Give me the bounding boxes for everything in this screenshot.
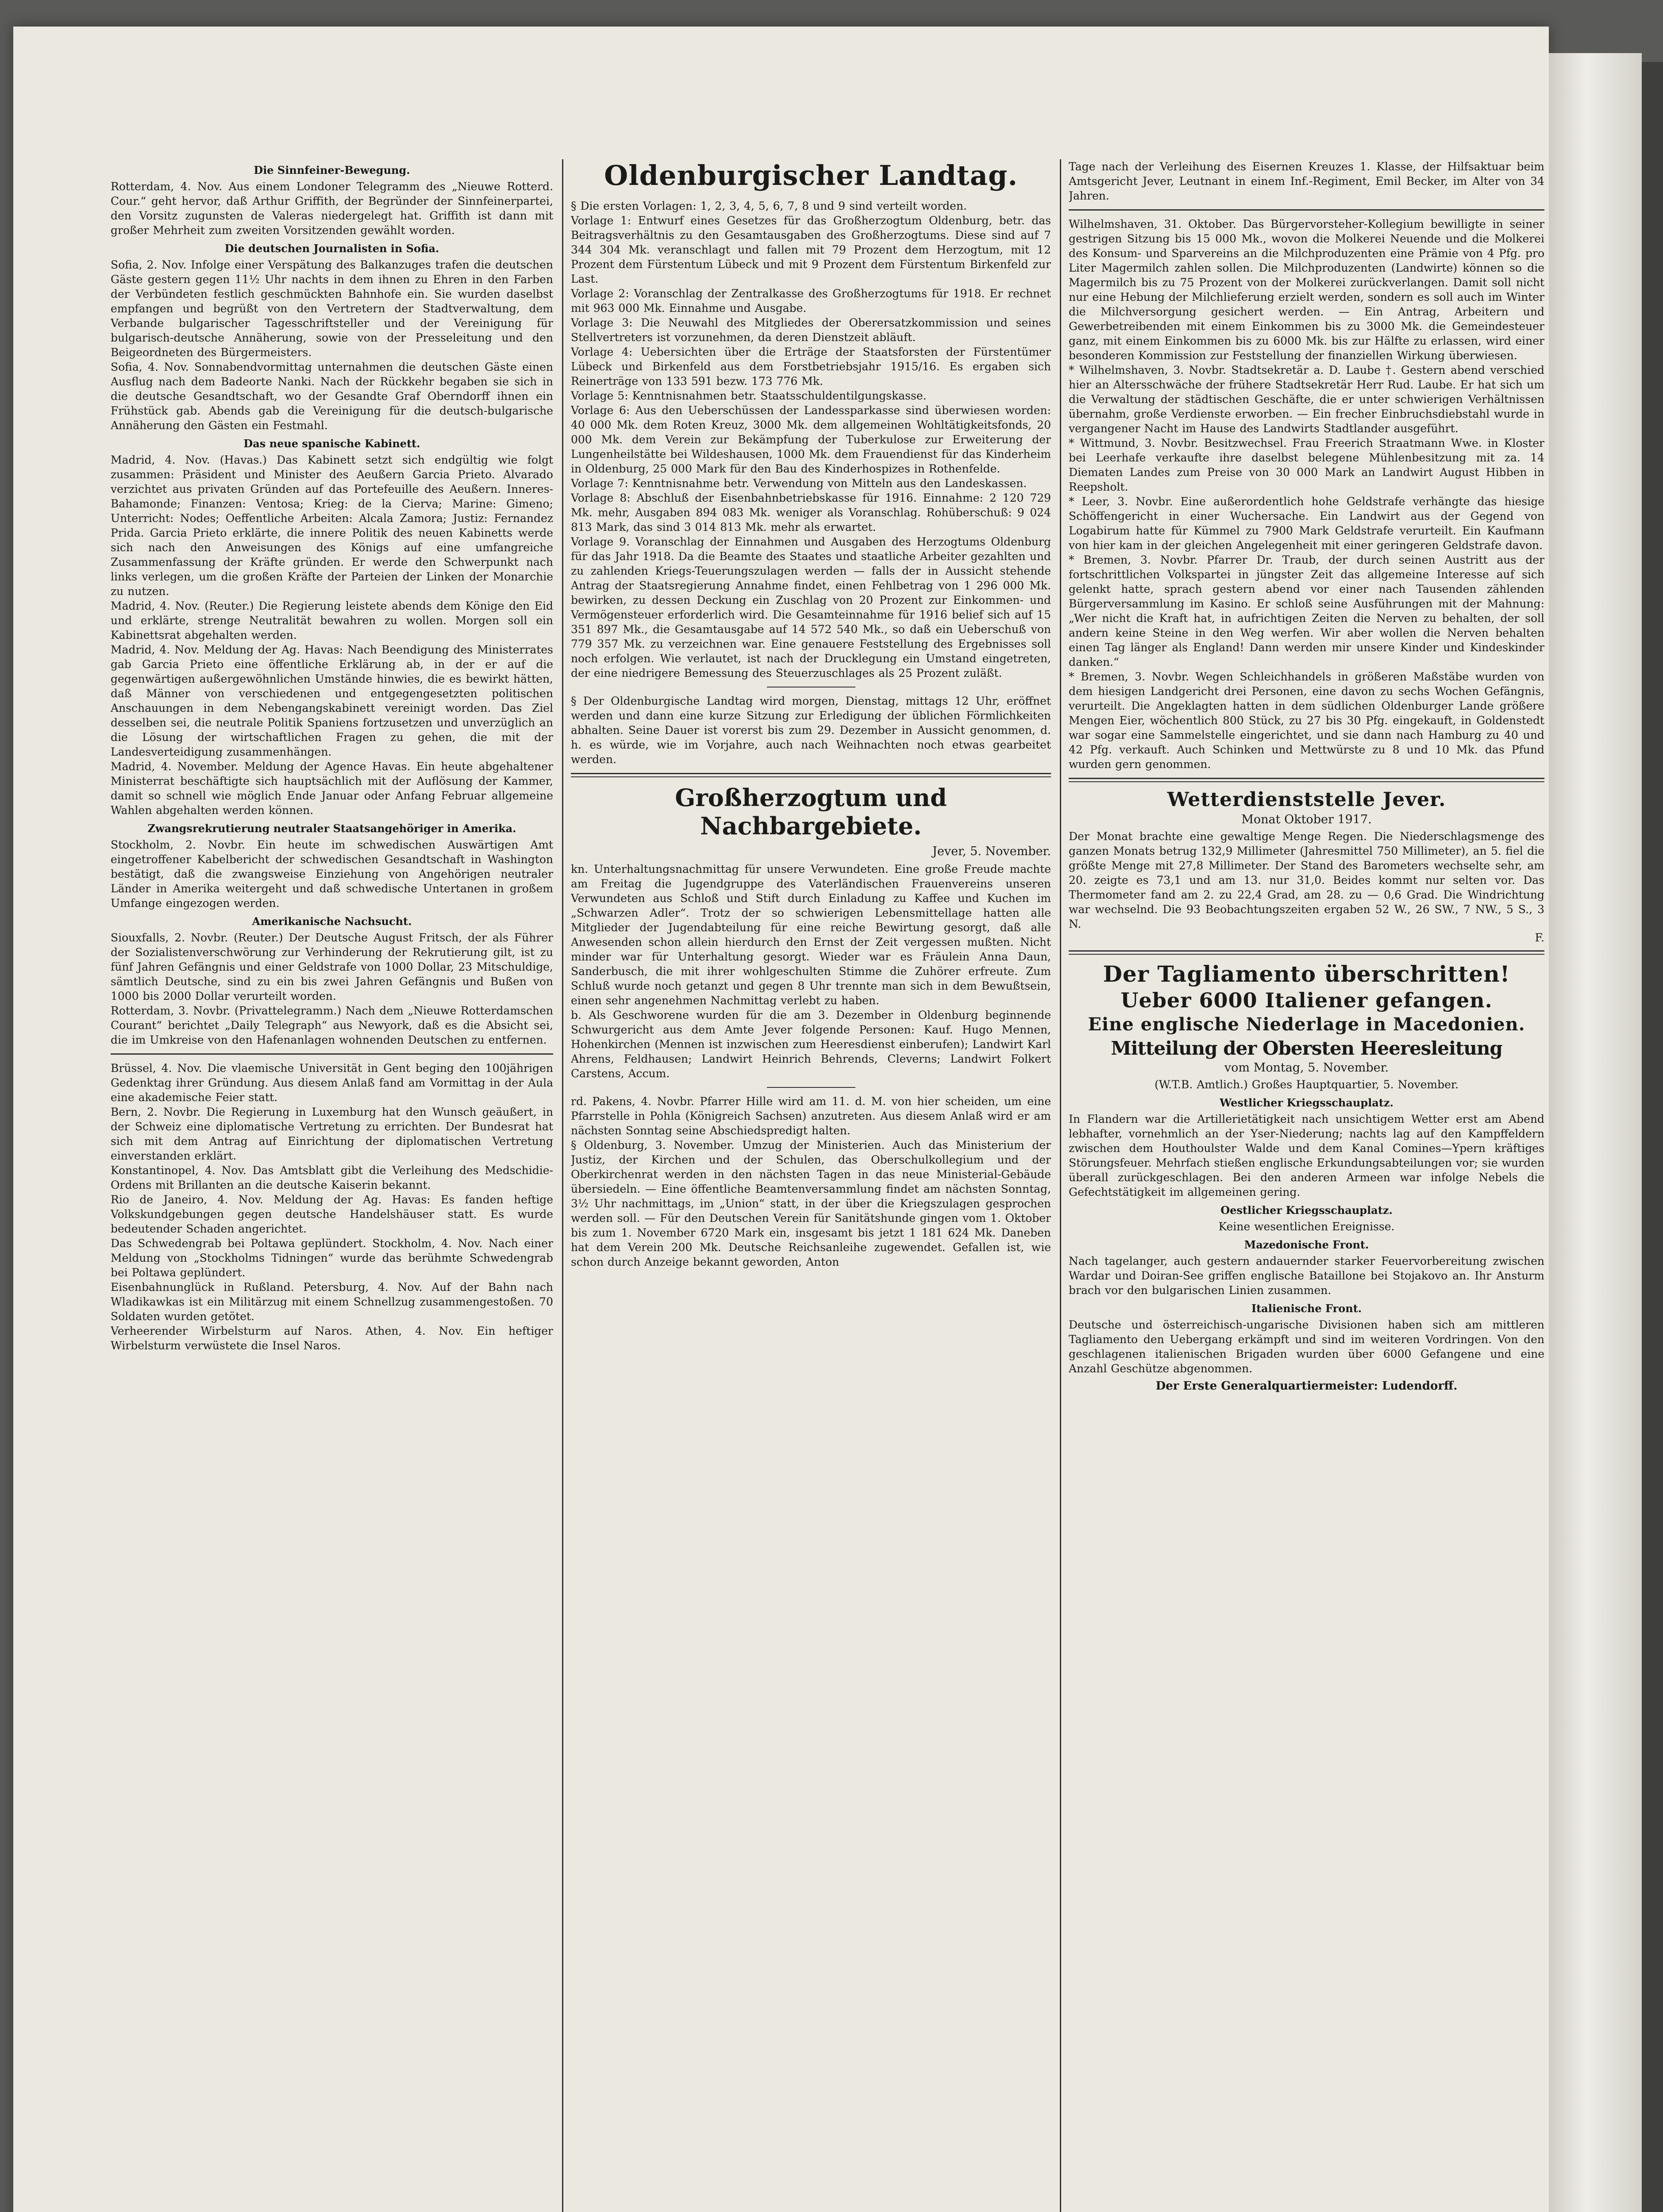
article-pakens: rd. Pakens, 4. Novbr. Pfarrer Hille wird am 11. d. M. von hier scheiden, um eine Pfarrstelle in Pohla (Königreich Sachsen) anzutreten. Aus diesem Anlaß wird er am nächsten Sonntag seine Abschiedspredigt halten.	[571, 1095, 1051, 1137]
article-laube: * Wilhelmshaven, 3. Novbr. Stadtsekretär a. D. Laube †. Gestern abend verschied hier an Altersschwäche der frühere Stadtsekretär Herr Rud. Laube. Er hat sich um die Verwaltung der städtischen Geschäfte, die er unter schwierigen Verhältnissen übernahm, große Verdienste erworben. — Ein frecher Einbruchsdiebstahl wurde in vergangener Nacht im Hause des Landwirts Stadtlander ausgeführt.	[1069, 364, 1544, 435]
vorlage-5: Vorlage 5: Kenntnisnahmen betr. Staatsschuldentilgungskasse.	[571, 389, 927, 402]
headline-grossherzogtum: Großherzogtum und Nachbargebiete.	[675, 783, 947, 840]
article-wittmund: * Wittmund, 3. Novbr. Besitzwechsel. Frau Freerich Straatmann Wwe. in Kloster bei Leerhafe verkaufte ihre daselbst belegene Mühlenbesitzung mit za. 14 Diematen Landes zum Preise von 30 000 Mark an Landwirt August Hibben in Reepsholt.	[1069, 437, 1544, 493]
divider	[1069, 950, 1544, 955]
column-left	[111, 159, 553, 2212]
headline-westlich: Westlicher Kriegsschauplatz.	[1220, 1096, 1394, 1109]
article-bruessel: Brüssel, 4. Nov. Die vlaemische Universität in Gent beging den 100jährigen Gedenktag ihrer Gründung. Aus diesem Anlaß fand am Vormittag in der Aula eine akademische Feier statt.	[111, 1062, 553, 1104]
headline-sinnfeiner: Die Sinnfeiner-Bewegung.	[254, 164, 410, 177]
article-leer: * Leer, 3. Novbr. Eine außerordentlich hohe Geldstrafe verhängte das hiesige Schöffengericht in einer Wuchersache. Ein Landwirt aus der Gegend von Logabirum hatte für Kümmel zu 7900 Mark Geldstrafe verurteilt. Ein Kaufmann von hier kam in der gleichen Angelegenheit mit einer geringeren Geldstrafe davon.	[1069, 495, 1544, 552]
article-madrid-1: Madrid, 4. Nov. (Havas.) Das Kabinett setzt sich endgültig wie folgt zusammen: Präsident und Minister des Aeußern Garcia Prieto. Alvarado verzichtet aus privaten Gründen auf das Portefeuille des Aeußern. Inneres-Bahamonde; Finanzen: Ventosa; Krieg: de la Cierva; Marine: Gimeno; Unterricht: Nodes; Oeffentliche Arbeiten: Alcala Zamora; Justiz: Fernandez Prida. Garcia Prieto erklärte, die innere Politik des neuen Kabinetts werde sich nach den Anweisungen des Königs auf eine umfangreiche Zusammenfassung der Kräfte gründen. Er werde den Schwerpunkt nach links verlegen, um die großen Kräfte der Parteien der Linken der Monarchie zu nutzen.	[111, 453, 553, 598]
divider	[767, 1087, 855, 1088]
wetter-signature: F.	[1535, 931, 1544, 944]
vorlage-9: Vorlage 9. Voranschlag der Einnahmen und Ausgaben des Herzogtums Oldenburg für das Jahr 1918. Da die Beamte des Staates und staatliche Arbeiter gezahlten und zu zahlenden Kriegs-Teuerungszulagen werden — falls der in Aussicht stehende Antrag der Staatsregierung Annahme findet, einen Fehlbetrag von 1 296 000 Mk. bewirken, zu dessen Deckung ein Zuschlag von 20 Prozent zur Einkommen- und Vermögensteuer erforderlich wird. Die Gesamteinnahme für 1916 belief sich auf 15 351 897 Mk., die Gesamtausgabe auf 14 572 540 Mk., so daß ein Ueberschuß von 779 357 Mk. zu verzeichnen war. Eine genauere Feststellung des Ergebnisses soll noch erfolgen. Wie verlautet, ist nach der Drucklegung ein Umstand eingetreten, der eine niedrigere Bemessung des Steuerzuschlages als 25 Prozent zuläßt.	[571, 535, 1051, 680]
subheadline-wetter: Monat Oktober 1917.	[1241, 813, 1372, 826]
article-wirbelsturm: Verheerender Wirbelsturm auf Naros. Athen, 4. Nov. Ein heftiger Wirbelsturm verwüstete die Insel Naros.	[111, 1325, 553, 1352]
article-wilhelmshaven: Wilhelmshaven, 31. Oktober. Das Bürgervorsteher-Kollegium bewilligte in seiner gestrigen Sitzung bis 15 000 Mk., wovon die Molkerei Neuende und die Molkerei des Konsum- und Sparvereins an die Milchproduzenten eine Prämie von 4 Pfg. pro Liter Magermilch zahlen sollen. Die Milchproduzenten (Landwirte) können so die Magermilch bis zu 75 Prozent von der Molkerei zurückverlangen. Damit soll nicht nur eine Hebung der Milchlieferung erzielt werden, sondern es soll auch im Winter die Milchversorgung gesichert werden. — Ein Antrag, Arbeitern und Gewerbetreibenden mit einem Einkommen bis zu 3000 Mk. die Gemeindesteuer ganz, mit einem Einkommen bis zu 6000 Mk. bis zur Hälfte zu erlassen, wird einer besonderen Kommission zur Feststellung der finanziellen Wirkung überwiesen.	[1069, 218, 1544, 362]
dateline: Jever, 5. November.	[932, 845, 1051, 858]
vorlage-8: Vorlage 8: Abschluß der Eisenbahnbetriebskasse für 1916. Einnahme: 2 120 729 Mk. mehr, Ausgaben 894 083 Mk. weniger als Voranschlag. Rohüberschuß: 9 024 813 Mark, das sind 3 014 813 Mk. mehr als erwartet.	[571, 492, 1051, 534]
divider	[571, 773, 1051, 777]
article-schwedengrab: Das Schwedengrab bei Poltawa geplündert. Stockholm, 4. Nov. Nach einer Meldung von „Stockholms Tidningen“ wurde das berühmte Schwedengrab bei Poltawa geplündert.	[111, 1237, 553, 1279]
headline-mitteilung: Mitteilung der Obersten Heeresleitung	[1111, 1037, 1502, 1059]
headline-gefangen: Ueber 6000 Italiener gefangen.	[1120, 988, 1493, 1012]
article-landtag-eroeffnung: § Der Oldenburgische Landtag wird morgen, Dienstag, mittags 12 Uhr, eröffnet werden und dann eine kurze Sitzung zur Erledigung der üblichen Förmlichkeiten abhalten. Seine Dauer ist vorerst bis zum 29. Dezember in Aussicht genommen, d. h. es würde, wie im Vorjahre, auch nach Weihnachten noch etwas gearbeitet werden.	[571, 695, 1051, 766]
divider	[111, 1053, 553, 1055]
vorlage-2: Vorlage 2: Voranschlag der Zentralkasse des Großherzogtums für 1918. Er rechnet mit 963 000 Mk. Einnahme und Ausgabe.	[571, 287, 1051, 315]
headline-zwang: Zwangsrekrutierung neutraler Staatsangehöriger in Amerika.	[147, 822, 516, 835]
article-rotterdam: Rotterdam, 4. Nov. Aus einem Londoner Telegramm des „Nieuwe Rotterd. Cour.“ geht hervor, daß Arthur Griffith, der Begründer der Sinnfeinerpartei, den Vorsitz zugunsten de Valeras niedergelegt hat. Griffith ist dann mit großer Mehrheit zum zweiten Vorsitzenden gewählt worden.	[111, 180, 553, 237]
divider	[1069, 778, 1544, 782]
newspaper-page	[13, 27, 1549, 2212]
article-stockholm: Stockholm, 2. Novbr. Ein heute im schwedischen Auswärtigen Amt eingetroffener Kabelbericht der schwedischen Gesandtschaft in Washington bestätigt, daß die zwangsweise Einziehung von Angehörigen neutraler Länder in Amerika weitergeht und daß schwedische Untertanen in großem Umfange eingezogen werden.	[111, 838, 553, 910]
article-eisenbahn: Eisenbahnunglück in Rußland. Petersburg, 4. Nov. Auf der Bahn nach Wladikawkas ist ein Militärzug mit einem Schnellzug zusammengestoßen. 70 Soldaten wurden getötet.	[111, 1281, 553, 1323]
article-madrid-3: Madrid, 4. Nov. Meldung der Ag. Havas: Nach Beendigung des Ministerrates gab Garcia Prieto eine öffentliche Erklärung ab, in der er auf die gegenwärtigen außergewöhnlichen Umstände hinwies, die es bewirkt hätten, daß Männer von verschiedenen und entgegengesetzten politischen Anschauungen in dem Nebengangskabinett vereinigt worden. Das Ziel desselben sei, die neutrale Politik Spaniens fortzusetzen und unverzüglich an die Lösung der wirtschaftlichen Fragen zu gehen, die mit der Landesverteidigung zusammenhängen.	[111, 643, 553, 758]
landtag-intro: § Die ersten Vorlagen: 1, 2, 3, 4, 5, 6, 7, 8 und 9 sind verteilt worden.	[571, 200, 967, 212]
column-rule	[562, 159, 563, 2212]
article-sofia-1: Sofia, 2. Nov. Infolge einer Verspätung des Balkanzuges trafen die deutschen Gäste gestern gegen 11½ Uhr nachts in dem ihnen zu Ehren in den Farben der Verbündeten festlich geschmückten Bahnhofe ein. Sie wurden daselbst empfangen und begrüßt von den Vertretern der Stadtverwaltung, dem Verbande bulgarischer Tagesschriftsteller und der Vereinigung für bulgarisch-deutsche Annäherung, sowie von der Presseleitung und den Beigeordneten des Bürgermeisters.	[111, 258, 553, 359]
column-middle	[571, 159, 1051, 2212]
headline-landtag: Oldenburgischer Landtag.	[604, 159, 1018, 192]
article-konstantinopel: Konstantinopel, 4. Nov. Das Amtsblatt gibt die Verleihung des Medschidie-Ordens mit Brillanten an die deutsche Kaiserin bekannt.	[111, 1164, 553, 1191]
article-bremen-1: * Bremen, 3. Novbr. Pfarrer Dr. Traub, der durch seinen Austritt aus der fortschrittlichen Volkspartei in jüngster Zeit das allgemeine Interesse auf sich gelenkt hatte, sprach gestern abend vor einer nach Tausenden zählenden Bürgerversammlung im Kasino. Er schloß seine Ausführungen mit der Mahnung: „Wer nicht die Kraft hat, in aufrichtigen Zeiten die Nerven zu behalten, der soll andern keine Steine in den Weg werfen. Wir aber wollen die Nerven behalten einen Tag länger als England! Dann werden mir unsere Kinder und Kindeskinder danken.“	[1069, 553, 1544, 668]
headline-amerik: Amerikanische Nachsucht.	[252, 915, 412, 928]
article-eisernes-kreuz: Tage nach der Verleihung des Eisernen Kreuzes 1. Klasse, der Hilfsaktuar beim Amtsgericht Jever, Leutnant in einem Inf.-Regiment, Emil Becker, im Alter von 34 Jahren.	[1069, 160, 1544, 202]
headline-mazedon: Mazedonische Front.	[1244, 1238, 1369, 1251]
article-west: In Flandern war die Artillerietätigkeit nach unsichtigem Wetter erst am Abend lebhafter, vornehmlich an der Yser-Niederung; nachts lag auf den Kampffeldern zwischen dem Houthoulster Walde und dem Kanal Comines—Ypern kräftiges Störungsfeuer. Mehrfach stießen englische Erkundungsabteilungen vor; sie wurden überall zurückgeschlagen. Bei den anderen Armeen war infolge Nebels die Gefechtstätigkeit im allgemeinen gering.	[1069, 1113, 1544, 1198]
headline-kabinett: Das neue spanische Kabinett.	[243, 437, 420, 450]
book-edge	[1642, 62, 1663, 2212]
article-madrid-2: Madrid, 4. Nov. (Reuter.) Die Regierung leistete abends dem Könige den Eid und erklärte, strenge Neutralität bewahren zu wollen. Morgen soll ein Kabinettsrat abgehalten werden.	[111, 599, 553, 641]
article-bremen-2: * Bremen, 3. Novbr. Wegen Schleichhandels in größeren Maßstäbe wurden von dem hiesigen Landgericht drei Personen, eine davon zu sechs Wochen Gefängnis, verurteilt. Die Angeklagten hatten in dem südlichen Oldenburger Lande größere Mengen Eier, wöchentlich 800 Stück, zu 27 bis 30 Pfg. eingekauft, in Goldenstedt war sogar eine Sammelstelle eingerichtet, und sie dann nach Hamburg zu 40 und 42 Pfg. verkauft. Auch Schinken und Mettwürste zu 8 und 10 Mk. das Pfund wurden gern genommen.	[1069, 670, 1544, 771]
headline-journalisten: Die deutschen Journalisten in Sofia.	[224, 242, 439, 255]
article-oldenburg: § Oldenburg, 3. November. Umzug der Ministerien. Auch das Ministerium der Justiz, der Kirchen und der Schulen, das Oberschulkollegium und der Oberkirchenrat werden in den nächsten Tagen in das neue Ministerial-Gebäude übersiedeln. — Eine öffentliche Beamtenversammlung findet am nächsten Sonntag, 3½ Uhr nachmittags, im „Union“ statt, in der über die Kriegszulagen gesprochen werden soll. — Für den Deutschen Verein für Sanitätshunde gingen vom 1. Oktober bis zum 1. November 6720 Mark ein, insgesamt bis jetzt 1 181 624 Mk. Daneben hat dem Verein 200 Mk. Deutsche Reichsanleihe zugewendet. Gefallen ist, wie schon durch Anzeige bekannt geworden, Anton	[571, 1139, 1051, 1268]
vorlage-4: Vorlage 4: Uebersichten über die Erträge der Staatsforsten der Fürstentümer Lübeck und Birkenfeld aus dem Forstbetriebsjahr 1915/16. Es ergaben sich Reinerträge von 133 591 bezw. 173 776 Mk.	[571, 346, 1051, 388]
headline-tagliamento: Der Tagliamento überschritten!	[1103, 961, 1510, 987]
article-rio: Rio de Janeiro, 4. Nov. Meldung der Ag. Havas: Es fanden heftige Volkskundgebungen gegen deutsche Handelshäuser statt. Es wurde bedeutender Schaden angerichtet.	[111, 1193, 553, 1235]
vorlage-6: Vorlage 6: Aus den Ueberschüssen der Landessparkasse sind überwiesen worden: 40 000 Mk. dem Roten Kreuz, 3000 Mk. dem allgemeinen Wohltätigkeitsfonds, 20 000 Mk. dem Verein zur Bekämpfung der Tuberkulose zur Erweiterung der Lungenheilstätte bei Wildeshausen, 1000 Mk. dem Frauendienst für das Kinderheim in Oldenburg, 25 000 Mark für den Bau des Kinderhospizes in Rothenfelde.	[571, 404, 1051, 475]
article-unterhaltung: kn. Unterhaltungsnachmittag für unsere Verwundeten. Eine große Freude machte am Freitag die Jugendgruppe des Vaterländischen Frauenvereins unseren Verwundeten aus Schloß und Stift durch Einladung zu Kaffee und Kuchen im „Schwarzen Adler“. Trotz der so schwierigen Lebensmittellage hatten alle Mitglieder der Jugendabteilung für eine reiche Bewirtung gesorgt, daß alle Anwesenden schon allein hierdurch den Ernst der Zeit vergessen mußten. Nicht minder war für Unterhaltung gesorgt. Wieder war es Fräulein Anna Daun, Sanderbusch, die mit ihrer wohlgeschulten Stimme die Zuhörer erfreute. Zum Schluß wurde noch getanzt und gegen 8 Uhr trennte man sich in dem Bewußtsein, einen sehr angenehmen Nachmittag verlebt zu haben.	[571, 863, 1051, 1007]
headline-montag: vom Montag, 5. November.	[1224, 1061, 1389, 1075]
vorlage-7: Vorlage 7: Kenntnisnahme betr. Verwendung von Mitteln aus den Landeskassen.	[571, 477, 1027, 490]
article-mazedon: Nach tagelanger, auch gestern andauernder starker Feuervorbereitung zwischen Wardar und Doiran-See griffen englische Bataillone bei Stojakovo an. Ihr Ansturm brach vor den bulgarischen Linien zusammen.	[1069, 1255, 1544, 1297]
article-siouxfalls: Siouxfalls, 2. Novbr. (Reuter.) Der Deutsche August Fritsch, der als Führer der Sozialistenverschwörung zur Verhinderung der Rekrutierung gilt, ist zu fünf Jahren Gefängnis und einer Geldstrafe von 1000 Dollar, 23 Mitschuldige, sämtlich Deutsche, sind zu ein bis zwei Jahren Gefängnis und Bußen von 1000 bis 2000 Dollar verurteilt worden.	[111, 931, 553, 1002]
headline-niederlage: Eine englische Niederlage in Macedonien.	[1088, 1014, 1525, 1035]
article-rotterdam-2: Rotterdam, 3. Novbr. (Privattelegramm.) Nach dem „Nieuwe Rotterdamschen Courant“ berichtet „Daily Telegraph“ aus Newyork, daß es die Absicht sei, die im Umkreise von den Hafenanlagen wohnenden Deutschen zu entfernen.	[111, 1004, 553, 1046]
headline-wetter: Wetterdienststelle Jever.	[1167, 788, 1446, 811]
article-ost: Keine wesentlichen Ereignisse.	[1218, 1220, 1395, 1233]
column-rule	[1060, 159, 1061, 2212]
vorlage-1: Vorlage 1: Entwurf eines Gesetzes für das Großherzogtum Oldenburg, betr. das Beitragsverhältnis zu den Gesamtausgaben des Großherzogtums. Diese sind auf 7 344 304 Mk. veranschlagt und fallen mit 79 Prozent dem Herzogtum, mit 12 Prozent dem Fürstentum Lübeck und mit 9 Prozent dem Fürstentum Birkenfeld zur Last.	[571, 214, 1051, 285]
article-sofia-2: Sofia, 4. Nov. Sonnabendvormittag unternahmen die deutschen Gäste einen Ausflug nach dem Badeorte Nanki. Nach der Rückkehr begaben sie sich in die deutsche Gesandtschaft, wo der Gesandte Graf Oberndorff ihnen ein Frühstück gab. Abends gab die Vereinigung für die deutsch-bulgarische Annäherung den Gästen ein Festmahl.	[111, 361, 553, 432]
article-geschworene: b. Als Geschworene wurden für die am 3. Dezember in Oldenburg beginnende Schwurgericht aus dem Amte Jever folgende Personen: Kauf. Hugo Mennen, Hohenkirchen (Mennen ist inzwischen zum Heeresdienst einberufen); Landwirt Karl Ahrens, Feldhausen; Landwirt Heinrich Behrends, Cleverns; Landwirt Folkert Carstens, Accum.	[571, 1009, 1051, 1080]
vorlage-3: Vorlage 3: Die Neuwahl des Mitgliedes der Oberersatzkommission und seines Stellvertreters ist vorzunehmen, da deren Dienstzeit abläuft.	[571, 316, 1051, 344]
headline-oestlich: Oestlicher Kriegsschauplatz.	[1220, 1204, 1393, 1217]
article-madrid-4: Madrid, 4. November. Meldung der Agence Havas. Ein heute abgehaltener Ministerrat beschäftigte sich hauptsächlich mit der Auflösung der Kammer, damit so schnell wie möglich Ende Januar oder Anfang Februar allgemeine Wahlen abgehalten werden können.	[111, 760, 553, 817]
article-bern: Bern, 2. Novbr. Die Regierung in Luxemburg hat den Wunsch geäußert, in der Schweiz eine diplomatische Vertretung zu errichten. Der Bundesrat hat sich mit dem Antrag auf Einrichtung der diplomatischen Vertretung einverstanden erklärt.	[111, 1106, 553, 1162]
article-wetter: Der Monat brachte eine gewaltige Menge Regen. Die Niederschlagsmenge des ganzen Monats betrug 132,9 Millimeter (Jahresmittel 750 Millimeter), an 5. fiel die größte Menge mit 27,8 Millimeter. Der Stand des Barometers wechselte sehr, am 20. zeigte es 73,1 und am 13. nur 31,0. Beides kommt nur selten vor. Das Thermometer fand am 2. zu 22,4 Grad, am 28. zu — 0,6 Grad. Die Windrichtung war wechselnd. Die 93 Beobachtungszeiten ergaben 52 W., 26 SW., 7 NW., 5 S., 3 N.	[1069, 830, 1544, 930]
book-spine	[1549, 53, 1642, 2212]
signature-ludendorff: Der Erste Generalquartiermeister: Ludendorff.	[1155, 1379, 1458, 1393]
column-right	[1069, 159, 1544, 2212]
divider	[1069, 209, 1544, 211]
headline-ital: Italienische Front.	[1251, 1302, 1362, 1315]
wtb-line: (W.T.B. Amtlich.) Großes Hauptquartier, 5. November.	[1154, 1078, 1459, 1091]
article-ital: Deutsche und österreichisch-ungarische Divisionen haben sich am mittleren Tagliamento den Uebergang erkämpft und sind im weiteren Vordringen. Von den geschlagenen italienischen Brigaden wurden über 6000 Gefangene und eine Anzahl Geschütze abgenommen.	[1069, 1318, 1544, 1375]
